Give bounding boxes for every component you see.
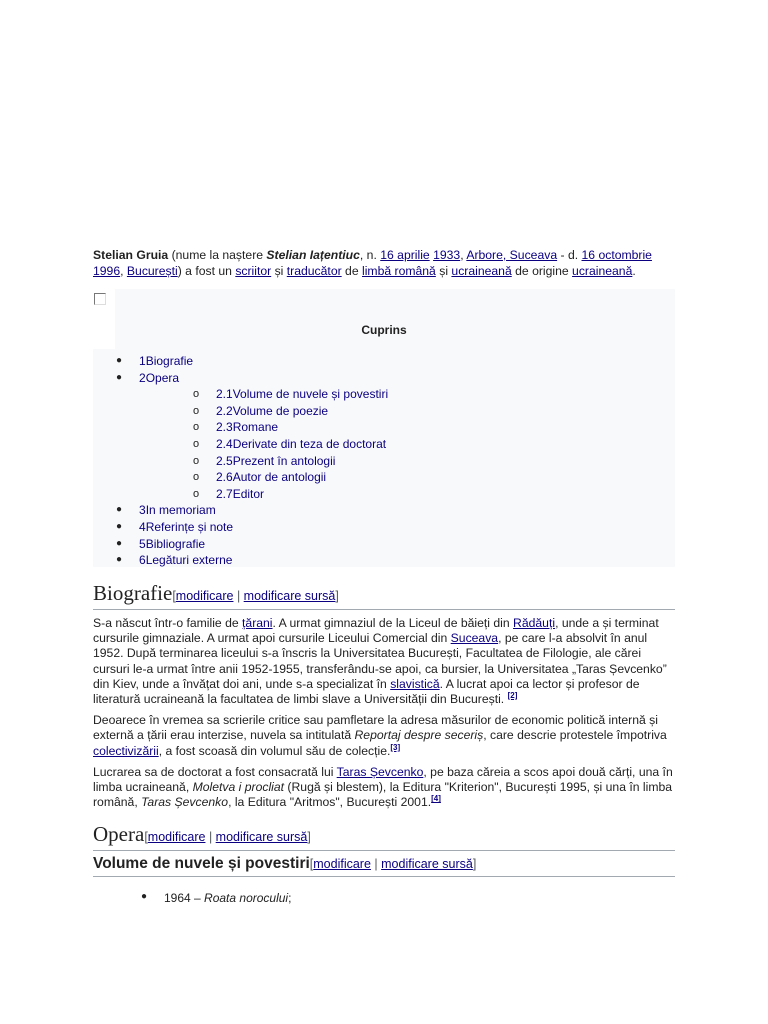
- subject-name: Stelian Gruia: [93, 248, 169, 262]
- edit-section-links: [modificare | modificare sursă]: [172, 589, 339, 603]
- edit-section-links: [modificare | modificare sursă]: [309, 857, 477, 872]
- link-suceava[interactable]: Suceava: [450, 631, 499, 646]
- section-heading-opera: Opera[modificare | modificare sursă]: [93, 822, 675, 851]
- link-ukrainian-origin[interactable]: ucraineană: [572, 263, 633, 278]
- subsection-heading-nuvele: Volume de nuvele și povestiri[modificare | modificare sursă]: [93, 855, 675, 877]
- edit-source-link[interactable]: modificare sursă: [381, 857, 473, 872]
- link-slavistics[interactable]: slavistică: [390, 676, 440, 691]
- toc-item[interactable]: ● 4Referințe și note: [116, 519, 234, 534]
- circle-bullet-icon: o: [193, 388, 200, 401]
- toc-item[interactable]: ● 6Legături externe: [116, 553, 233, 568]
- toc-subitem[interactable]: o 2.3Romane: [193, 420, 279, 435]
- link-writer[interactable]: scriitor: [235, 263, 272, 278]
- link-peasants[interactable]: țărani: [242, 616, 273, 630]
- circle-bullet-icon: o: [193, 437, 200, 450]
- toc-sublist: [193, 386, 388, 502]
- circle-bullet-icon: o: [193, 421, 200, 434]
- bullet-icon: ●: [116, 554, 123, 566]
- link-birth-day[interactable]: 16 aprilie: [380, 248, 430, 262]
- edit-link[interactable]: modificare: [313, 857, 371, 872]
- bullet-icon: ●: [116, 355, 123, 366]
- toc-subitem[interactable]: o 2.4Derivate din teza de doctorat: [193, 436, 387, 451]
- bullet-icon: ●: [116, 537, 123, 549]
- link-ukrainian-language[interactable]: ucraineană: [451, 263, 512, 278]
- toc-toggle-checkbox[interactable]: [94, 293, 106, 305]
- toc-item[interactable]: ● 2Opera o 2.1Volume de nuvele și povestiri o 2.2Volume de poezie o 2.3Romane o 2.4Derivate din teza de doctorat o 2.5Prezent în antologii o 2.6Autor de antologii o 2.7Editor: [116, 370, 389, 501]
- toc-item[interactable]: ● 1Biografie: [116, 354, 194, 368]
- circle-bullet-icon: o: [193, 471, 200, 484]
- link-birth-year[interactable]: 1933: [433, 248, 461, 262]
- bullet-icon: ●: [141, 891, 148, 903]
- list-item: ● 1964 – Roata norocului;: [141, 891, 292, 906]
- edit-link[interactable]: modificare: [147, 830, 206, 845]
- reference-link[interactable]: [3]: [390, 742, 401, 752]
- intro-paragraph: Stelian Gruia (nume la naștere Stelian Iațentiuc, n. 16 aprilie 1933, Arbore, Suceava - d. 16 octombrie 1996, București) a fost un scriitor și traducător de limbă română și ucraineană de origine ucraineană.: [93, 248, 652, 278]
- birth-name: Stelian Iațentiuc: [266, 248, 360, 262]
- toc-subitem[interactable]: o 2.7Editor: [193, 486, 265, 501]
- link-radauti[interactable]: Rădăuți: [513, 616, 556, 630]
- edit-section-links: [modificare | modificare sursă]: [144, 830, 311, 845]
- bullet-icon: ●: [116, 371, 123, 383]
- link-translator[interactable]: traducător: [286, 263, 342, 278]
- edit-link[interactable]: modificare: [175, 589, 234, 603]
- toc-subitem[interactable]: o 2.1Volume de nuvele și povestiri: [193, 387, 389, 402]
- toc-subitem[interactable]: o 2.5Prezent în antologii: [193, 453, 336, 468]
- link-death-year[interactable]: 1996: [93, 263, 121, 278]
- link-taras-shevchenko[interactable]: Taras Șevcenko: [336, 764, 424, 779]
- biografie-paragraph-1: S-a născut într-o familie de țărani. A urmat gimnaziul de la Liceul de băieți din Rădăuți, unde a și terminat cursurile gimnaziale. A urmat apoi cursurile Liceului Comercial din Suceava, pe care l-a absolvit în anul 1952. După terminarea liceului s-a înscris la Universitatea București, Facultatea de Filologie, ale cărei cursuri le-a urmat între anii 1952-1955, transferându-se apoi, ca bursier, la Universitatea „Taras Șevcenko” din Kiev, unde a învățat doi ani, unde s-a specializat în slavistică. A lucrat apoi ca lector și profesor de literatură ucraineană la facultatea de limbi slave a Universității din București. [2]: [93, 616, 667, 707]
- biografie-paragraph-2: Deoarece în vremea sa scrierile critice sau pamfletare la adresa măsurilor de economic politică internă și externă a țării erau interzise, nuvela sa intitulată Reportaj despre seceriș, care descrie protestele împotriva colectivizării, a fost scoasă din volumul său de colecție.[3]: [93, 713, 667, 758]
- article-content: [93, 248, 675, 905]
- toc-item[interactable]: ● 3In memoriam: [116, 503, 216, 518]
- circle-bullet-icon: o: [193, 404, 200, 417]
- circle-bullet-icon: o: [193, 454, 200, 467]
- link-birth-place[interactable]: Arbore, Suceava: [466, 248, 558, 262]
- bullet-icon: ●: [116, 504, 123, 516]
- circle-bullet-icon: o: [193, 487, 200, 500]
- toc-list: [116, 353, 388, 569]
- edit-source-link[interactable]: modificare sursă: [243, 589, 336, 603]
- link-romanian-language[interactable]: limbă română: [362, 263, 436, 278]
- table-of-contents: [93, 289, 675, 567]
- edit-source-link[interactable]: modificare sursă: [215, 830, 308, 845]
- toc-subitem[interactable]: o 2.2Volume de poezie: [193, 403, 329, 418]
- link-death-day[interactable]: 16 octombrie: [581, 248, 652, 262]
- biografie-paragraph-3: Lucrarea sa de doctorat a fost consacrată lui Taras Șevcenko, pe baza căreia a scos apoi două cărți, una în limba ucraineană, Moletva i procliat (Rugă și blestem), la Editura "Kriterion", București 1995, și una în limba română, Taras Șevcenko, la Editura "Aritmos", București 2001.[4]: [93, 764, 673, 810]
- link-death-place[interactable]: București: [126, 263, 178, 278]
- reference-link[interactable]: [4]: [431, 794, 441, 804]
- toc-title: Cuprins: [361, 323, 407, 337]
- bullet-icon: ●: [116, 520, 123, 532]
- link-collectivization[interactable]: colectivizării: [93, 743, 159, 758]
- works-list: [93, 891, 675, 905]
- toc-subitem[interactable]: o 2.6Autor de antologii: [193, 470, 327, 485]
- toc-item[interactable]: ● 5Bibliografie: [116, 536, 206, 551]
- section-heading-biografie: Biografie[modificare | modificare sursă]: [93, 581, 675, 610]
- reference-link[interactable]: [2]: [507, 690, 518, 700]
